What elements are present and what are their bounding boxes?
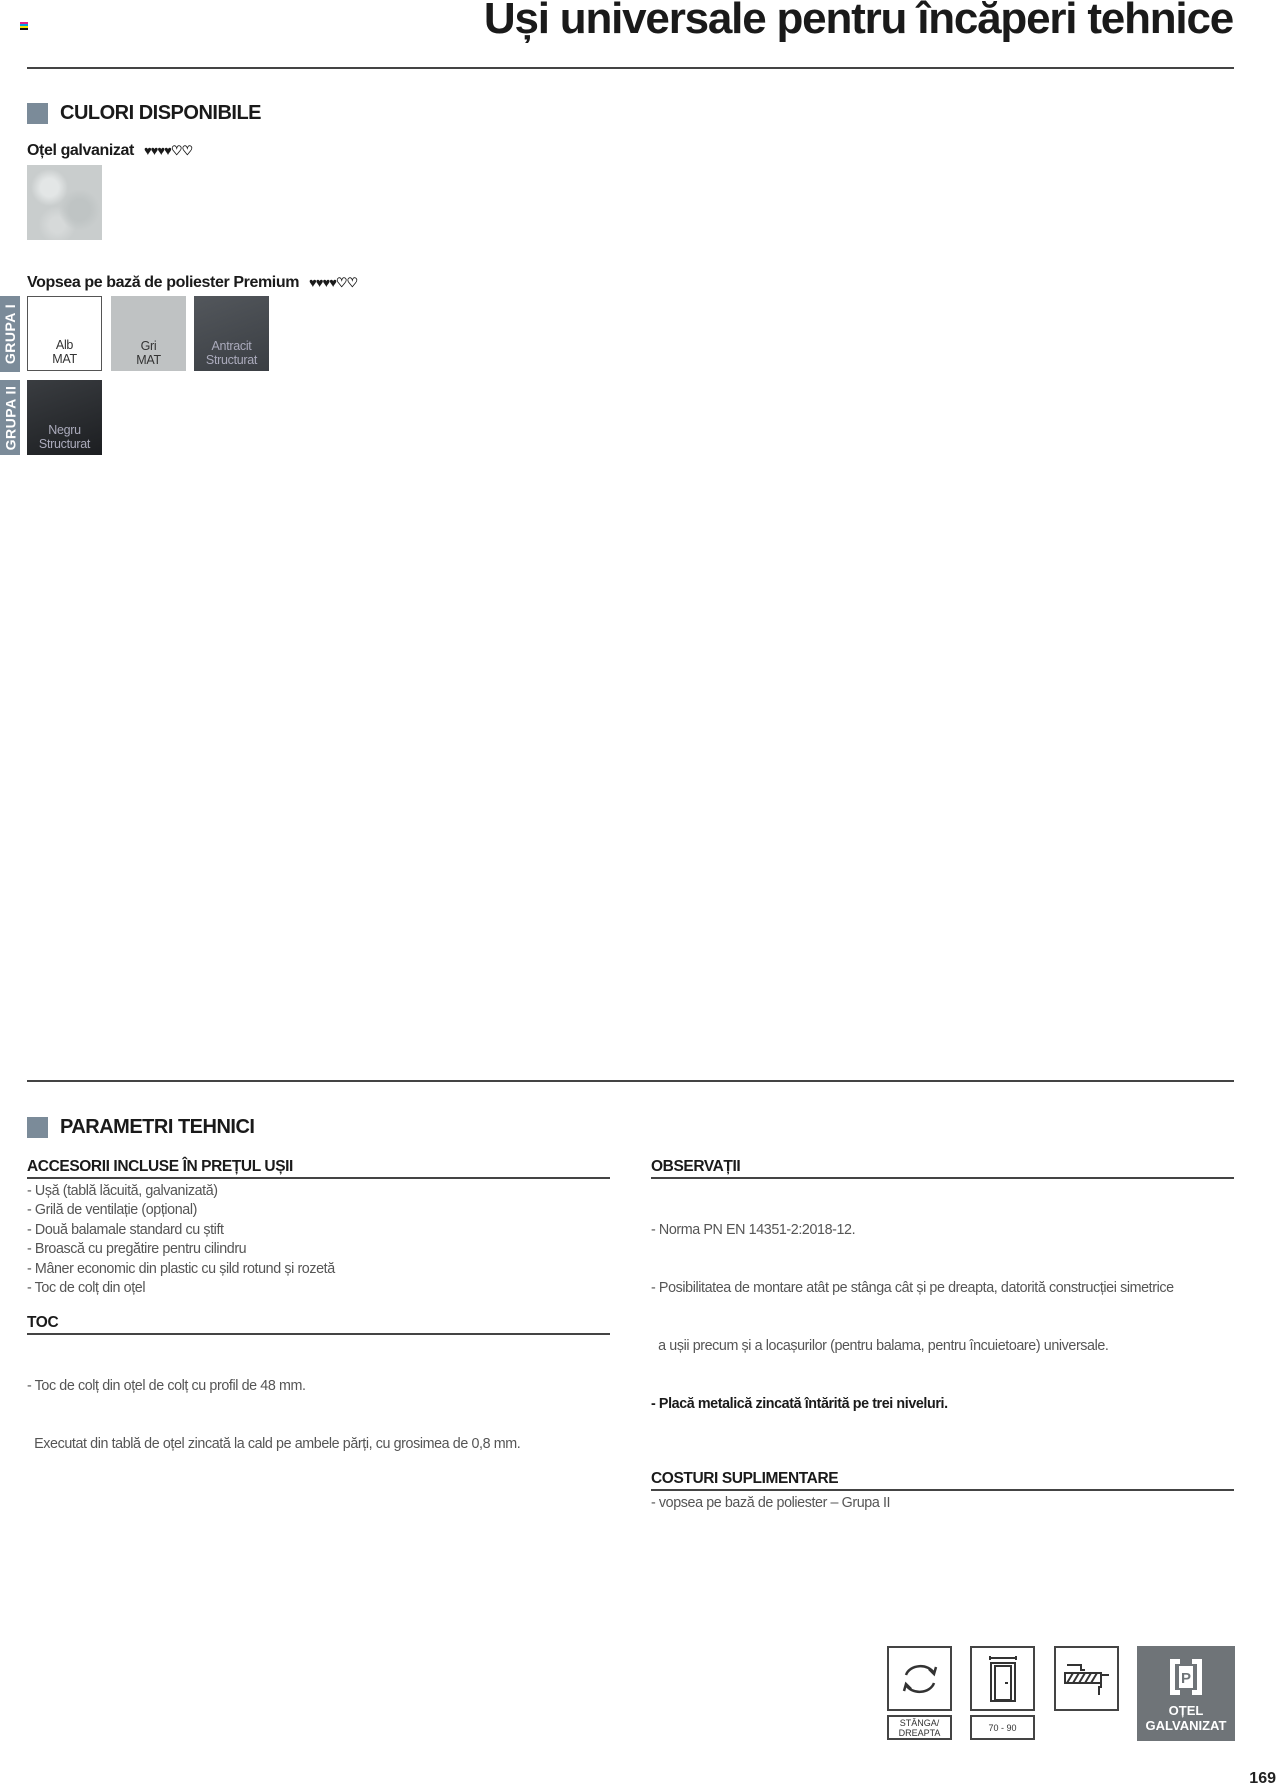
extra-costs-heading: COSTURI SUPLIMENTARE <box>651 1470 1234 1491</box>
section-divider <box>27 1080 1234 1082</box>
door-width-icon <box>970 1646 1035 1711</box>
badge-line2: GALVANIZAT <box>1145 1718 1227 1733</box>
label-text: Oțel galvanizat <box>27 142 134 159</box>
list-item: - Toc de colț din oțel de colț cu profil de 48 mm. <box>27 1378 306 1395</box>
material-badge <box>1137 1646 1235 1741</box>
list-item: - Norma PN EN 14351-2:2018-12. <box>651 1221 856 1238</box>
observations-heading: OBSERVAȚII <box>651 1158 1234 1179</box>
reversible-label: STÂNGA/ DREAPTA <box>887 1715 952 1740</box>
label-text: Vopsea pe bază de poliester Premium <box>27 274 300 291</box>
toc-heading: TOC <box>27 1314 610 1335</box>
section-heading-colors <box>27 102 261 125</box>
list-item-bold: - Placă metalică zincată întărită pe trei niveluri. <box>651 1396 948 1413</box>
registration-mark <box>20 22 28 30</box>
list-item: Executat din tablă de oțel zincată la cald pe ambele părți, cu grosimea de 0,8 mm. <box>27 1436 521 1453</box>
section-title: CULORI DISPONIBILE <box>60 102 262 124</box>
swatch-galvanized <box>27 165 102 240</box>
accessories-list <box>27 1182 610 1298</box>
list-item: - Grilă de ventilație (opțional) <box>27 1202 197 1219</box>
corner-frame-profile-icon <box>1054 1646 1119 1711</box>
list-item: - Ușă (tablă lăcuită, galvanizată) <box>27 1183 218 1199</box>
p-badge-icon <box>1170 1659 1202 1695</box>
list-item: a ușii precum și a locașurilor (pentru balama, pentru încuietoare) universale. <box>651 1338 1109 1355</box>
list-item: - Două balamale standard cu știft <box>27 1221 224 1238</box>
list-item: - Broască cu pregătire pentru cilindru <box>27 1241 247 1258</box>
section-heading-params <box>27 1116 254 1139</box>
section-marker <box>27 103 48 124</box>
extra-costs-list <box>651 1494 1234 1513</box>
toc-list <box>27 1338 610 1493</box>
rotate-arrows-icon <box>887 1646 952 1711</box>
group-label-1: GRUPA I <box>0 296 20 372</box>
paint-label <box>27 274 357 292</box>
accessories-heading: ACCESORII INCLUSE ÎN PREȚUL UȘII <box>27 1158 610 1179</box>
accessories-block <box>27 1158 610 1494</box>
swatch-gri-mat: Gri MAT <box>111 296 186 371</box>
section-title: PARAMETRI TEHNICI <box>60 1116 255 1138</box>
swatch-antracit: Antracit Structurat <box>194 296 269 371</box>
page-title: Uși universale pentru încăperi tehnice <box>483 0 1233 43</box>
observations-block <box>651 1158 1234 1513</box>
swatch-negru: Negru Structurat <box>27 380 102 455</box>
rating-icon: ♥♥♥♥♡♡ <box>143 143 193 158</box>
observations-list <box>651 1182 1234 1454</box>
section-marker <box>27 1117 48 1138</box>
list-item: - Posibilitatea de montare atât pe stânga cât și pe dreapta, datorită construcției simetrice <box>651 1280 1174 1297</box>
header-divider <box>27 67 1234 69</box>
list-item: - vopsea pe bază de poliester – Grupa II <box>651 1494 891 1511</box>
swatch-alb-mat: Alb MAT <box>27 296 102 371</box>
list-item: - Mâner economic din plastic cu șild rotund și rozetă <box>27 1260 335 1277</box>
list-item: - Toc de colț din oțel <box>27 1280 146 1297</box>
group-label-2: GRUPA II <box>0 380 20 455</box>
galvanized-label <box>27 142 192 160</box>
rating-icon: ♥♥♥♥♡♡ <box>309 275 358 290</box>
width-label: 70 - 90 <box>970 1715 1035 1740</box>
page-number: 169 <box>1249 1770 1276 1787</box>
badge-line1: OȚEL <box>1168 1703 1204 1718</box>
svg-text:P: P <box>1180 1670 1192 1687</box>
